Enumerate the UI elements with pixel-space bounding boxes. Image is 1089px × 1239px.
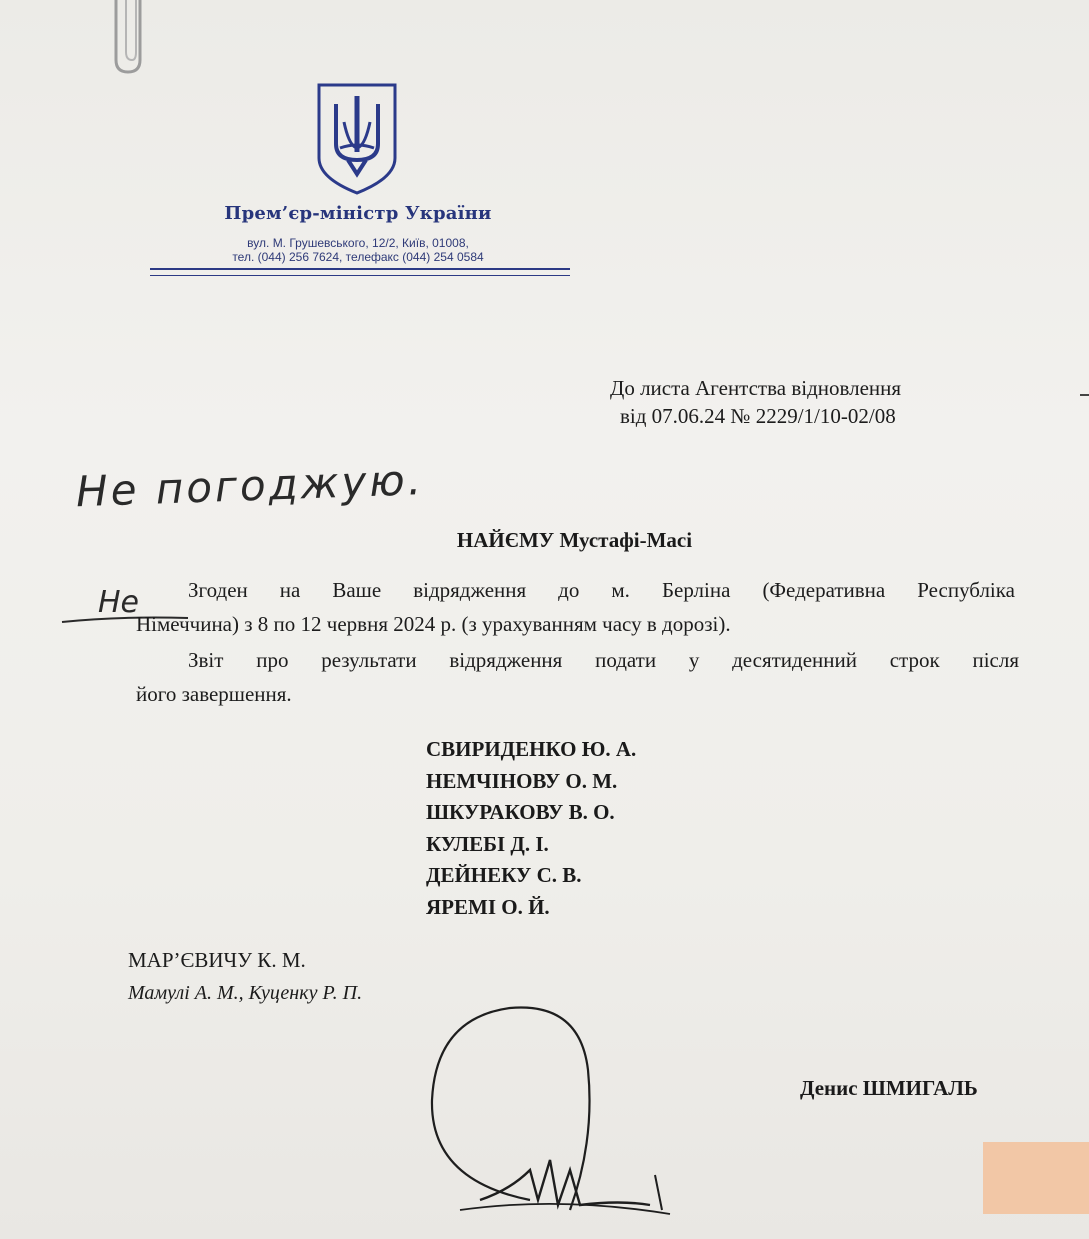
body-word: Берліна	[661, 578, 731, 602]
body-line-4: його завершення.	[136, 682, 292, 706]
body-line-3	[188, 648, 1019, 673]
body-word: Згоден	[188, 578, 248, 602]
cc-secondary: Мамулі А. М., Куценку Р. П.	[128, 982, 363, 1004]
body-word: у	[688, 648, 700, 672]
cc-main: МАР’ЄВИЧУ К. М.	[128, 948, 306, 972]
body-word: на	[279, 578, 301, 602]
letterhead-address: вул. М. Грушевського, 12/2, Київ, 01008,	[247, 236, 469, 250]
body-word: відрядження	[413, 578, 527, 602]
reference-line: До листа Агентства відновлення	[610, 376, 902, 400]
svg-text:Не: Не	[98, 585, 140, 620]
body-word: після	[972, 648, 1019, 672]
letterhead-rule-thin	[150, 275, 570, 276]
body-word: Ваше	[332, 578, 382, 602]
reference-number: від 07.06.24 № 2229/1/10-02/08	[620, 404, 896, 428]
copy-recipient: НЕМЧІНОВУ О. М.	[426, 768, 618, 793]
body-word: результати	[321, 648, 417, 672]
paper-clip-icon	[96, 0, 166, 80]
copy-recipient: КУЛЕБІ Д. І.	[426, 831, 549, 856]
copy-recipient: ЯРЕМІ О. Й.	[426, 894, 550, 919]
letterhead-title: Прем’єр-міністр України	[224, 203, 492, 224]
body-word: Республіка	[917, 578, 1015, 602]
trident-coat-of-arms-icon	[316, 82, 398, 196]
edge-mark	[1080, 394, 1089, 396]
body-word: про	[256, 648, 289, 672]
handwritten-note	[70, 448, 440, 528]
body-word: строк	[889, 648, 940, 672]
sticker	[983, 1142, 1089, 1214]
body-word: до	[558, 578, 580, 602]
signer-name: Денис ШМИГАЛЬ	[800, 1076, 978, 1100]
copy-recipient: ДЕЙНЕКУ С. В.	[426, 863, 582, 887]
body-word: подати	[595, 648, 657, 672]
handwritten-signature	[420, 1000, 680, 1239]
svg-text:Не погоджую.: Не погоджую.	[75, 455, 425, 517]
body-word: Звіт	[188, 648, 224, 672]
copies-list	[426, 734, 636, 923]
letterhead-phone: тел. (044) 256 7624, телефакс (044) 254 0584	[232, 250, 484, 264]
body-word: десятиденний	[732, 648, 857, 672]
copy-recipient: ШКУРАКОВУ В. О.	[426, 800, 615, 824]
copy-recipient: СВИРИДЕНКО Ю. А.	[426, 737, 637, 761]
body-word: відрядження	[449, 648, 563, 672]
body-word: м.	[611, 578, 630, 602]
addressee: НАЙЄМУ Мустафі-Масі	[456, 528, 693, 552]
body-line-1	[188, 578, 1015, 603]
letterhead-rule	[150, 268, 570, 270]
body-line-2: Німеччина) з 8 по 12 червня 2024 р. (з урахуванням часу в дорозі).	[136, 612, 731, 636]
body-word: (Федеративна	[762, 578, 886, 602]
